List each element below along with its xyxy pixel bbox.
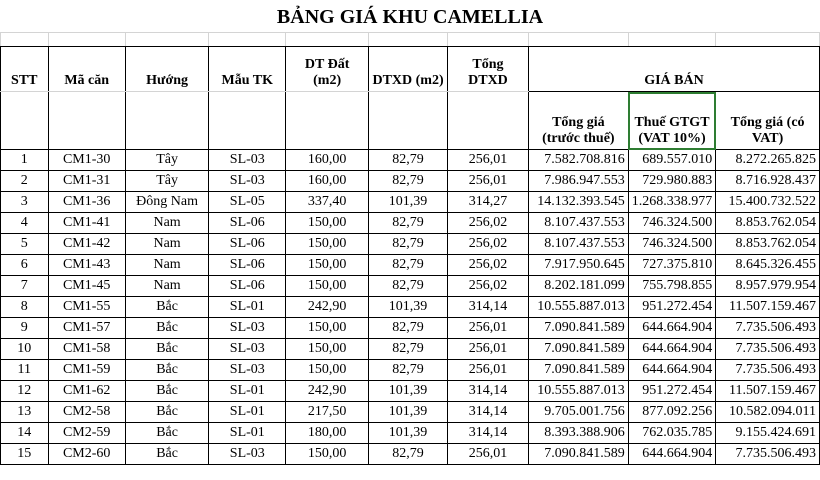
header-mau-tk[interactable]: Mẫu TK <box>209 47 286 92</box>
header-gia-ban[interactable]: GIÁ BÁN <box>528 47 819 92</box>
cell-stt[interactable]: 4 <box>1 213 49 234</box>
cell-tong-gia-co-vat[interactable]: 7.735.506.493 <box>716 318 820 339</box>
cell-stt[interactable]: 9 <box>1 318 49 339</box>
cell-dtxd[interactable]: 101,39 <box>369 402 448 423</box>
cell-dtxd[interactable]: 101,39 <box>369 381 448 402</box>
cell-dt-dat[interactable]: 150,00 <box>286 318 369 339</box>
cell-huong[interactable]: Bắc <box>125 339 209 360</box>
cell-dtxd[interactable]: 82,79 <box>369 276 448 297</box>
cell-tong-gia-co-vat[interactable]: 15.400.732.522 <box>716 192 820 213</box>
cell-tong-gia-co-vat[interactable]: 8.957.979.954 <box>716 276 820 297</box>
cell-dtxd[interactable]: 101,39 <box>369 297 448 318</box>
cell-tong-gia-truoc-thue[interactable]: 7.917.950.645 <box>528 255 628 276</box>
cell-ma-can[interactable]: CM1-43 <box>48 255 125 276</box>
cell-tong-gia-co-vat[interactable]: 8.645.326.455 <box>716 255 820 276</box>
cell-dt-dat[interactable]: 150,00 <box>286 234 369 255</box>
cell-tong-gia-truoc-thue[interactable]: 8.202.181.099 <box>528 276 628 297</box>
cell-ma-can[interactable]: CM1-41 <box>48 213 125 234</box>
cell-mau-tk[interactable]: SL-03 <box>209 444 286 465</box>
cell-stt[interactable]: 3 <box>1 192 49 213</box>
cell-dt-dat[interactable]: 150,00 <box>286 339 369 360</box>
table-row <box>1 213 820 234</box>
cell-stt[interactable]: 14 <box>1 423 49 444</box>
cell-tong-dtxd[interactable]: 256,02 <box>448 276 529 297</box>
cell-tong-dtxd[interactable]: 314,14 <box>448 402 529 423</box>
cell-ma-can[interactable]: CM1-59 <box>48 360 125 381</box>
cell-mau-tk[interactable]: SL-03 <box>209 171 286 192</box>
cell-huong[interactable]: Bắc <box>125 444 209 465</box>
cell-stt[interactable]: 6 <box>1 255 49 276</box>
cell-dt-dat[interactable]: 217,50 <box>286 402 369 423</box>
cell-tong-gia-truoc-thue[interactable]: 8.107.437.553 <box>528 234 628 255</box>
cell-stt[interactable]: 11 <box>1 360 49 381</box>
header-dtxd[interactable]: DTXD (m2) <box>369 47 448 92</box>
cell-stt[interactable]: 13 <box>1 402 49 423</box>
cell-dtxd[interactable]: 82,79 <box>369 255 448 276</box>
cell-huong[interactable]: Tây <box>125 150 209 171</box>
cell-tong-gia-truoc-thue[interactable]: 7.090.841.589 <box>528 339 628 360</box>
header-tong-gia-co-vat[interactable]: Tổng giá (có VAT) <box>716 92 820 150</box>
cell-tong-gia-truoc-thue[interactable]: 14.132.393.545 <box>528 192 628 213</box>
cell-huong[interactable]: Bắc <box>125 318 209 339</box>
header-row-1 <box>1 47 820 92</box>
cell-tong-dtxd[interactable]: 256,02 <box>448 213 529 234</box>
table-row <box>1 360 820 381</box>
cell-dtxd[interactable]: 82,79 <box>369 234 448 255</box>
cell-ma-can[interactable]: CM1-45 <box>48 276 125 297</box>
cell-ma-can[interactable]: CM2-60 <box>48 444 125 465</box>
cell-thue-gtgt[interactable]: 644.664.904 <box>628 318 716 339</box>
cell-dt-dat[interactable]: 150,00 <box>286 444 369 465</box>
header-stt[interactable]: STT <box>1 47 49 92</box>
cell-tong-gia-co-vat[interactable]: 8.272.265.825 <box>716 150 820 171</box>
cell-dt-dat[interactable]: 242,90 <box>286 381 369 402</box>
cell-huong[interactable]: Nam <box>125 213 209 234</box>
cell-tong-gia-truoc-thue[interactable]: 9.705.001.756 <box>528 402 628 423</box>
cell-thue-gtgt[interactable]: 951.272.454 <box>628 381 716 402</box>
cell-dtxd[interactable]: 82,79 <box>369 444 448 465</box>
cell-tong-gia-truoc-thue[interactable]: 7.090.841.589 <box>528 318 628 339</box>
cell-dtxd[interactable]: 101,39 <box>369 192 448 213</box>
cell-ma-can[interactable]: CM1-58 <box>48 339 125 360</box>
cell-dtxd[interactable]: 82,79 <box>369 360 448 381</box>
cell-mau-tk[interactable]: SL-03 <box>209 360 286 381</box>
cell-stt[interactable]: 2 <box>1 171 49 192</box>
cell-tong-gia-co-vat[interactable]: 7.735.506.493 <box>716 339 820 360</box>
cell-tong-dtxd[interactable]: 256,01 <box>448 318 529 339</box>
cell-dtxd[interactable]: 82,79 <box>369 213 448 234</box>
cell-dt-dat[interactable]: 160,00 <box>286 150 369 171</box>
cell-dt-dat[interactable]: 160,00 <box>286 171 369 192</box>
cell-dt-dat[interactable]: 150,00 <box>286 213 369 234</box>
cell-dt-dat[interactable]: 180,00 <box>286 423 369 444</box>
table-body <box>1 150 820 465</box>
cell-thue-gtgt[interactable]: 644.664.904 <box>628 360 716 381</box>
cell-stt[interactable]: 1 <box>1 150 49 171</box>
cell-huong[interactable]: Tây <box>125 171 209 192</box>
cell-ma-can[interactable]: CM1-31 <box>48 171 125 192</box>
sheet-title: BẢNG GIÁ KHU CAMELLIA <box>276 6 544 28</box>
cell-stt[interactable]: 5 <box>1 234 49 255</box>
cell-thue-gtgt[interactable]: 727.375.810 <box>628 255 716 276</box>
cell-dtxd[interactable]: 101,39 <box>369 423 448 444</box>
cell-ma-can[interactable]: CM1-30 <box>48 150 125 171</box>
cell-dt-dat[interactable]: 150,00 <box>286 276 369 297</box>
cell-ma-can[interactable]: CM1-62 <box>48 381 125 402</box>
cell-stt[interactable]: 15 <box>1 444 49 465</box>
cell-ma-can[interactable]: CM2-58 <box>48 402 125 423</box>
header-huong[interactable]: Hướng <box>125 47 209 92</box>
cell-huong[interactable]: Nam <box>125 234 209 255</box>
cell-tong-dtxd[interactable]: 256,01 <box>448 339 529 360</box>
cell-tong-gia-co-vat[interactable]: 10.582.094.011 <box>716 402 820 423</box>
cell-dt-dat[interactable]: 150,00 <box>286 255 369 276</box>
cell-ma-can[interactable]: CM2-59 <box>48 423 125 444</box>
table-row <box>1 402 820 423</box>
cell-mau-tk[interactable]: SL-05 <box>209 192 286 213</box>
cell-mau-tk[interactable]: SL-06 <box>209 276 286 297</box>
table-row <box>1 150 820 171</box>
cell-thue-gtgt[interactable]: 689.557.010 <box>628 150 716 171</box>
cell-stt[interactable]: 7 <box>1 276 49 297</box>
cell-tong-dtxd[interactable]: 256,01 <box>448 171 529 192</box>
cell-tong-gia-truoc-thue[interactable]: 7.582.708.816 <box>528 150 628 171</box>
cell-mau-tk[interactable]: SL-06 <box>209 234 286 255</box>
cell-tong-dtxd[interactable]: 256,02 <box>448 234 529 255</box>
cell-tong-gia-co-vat[interactable]: 7.735.506.493 <box>716 360 820 381</box>
cell-tong-dtxd[interactable]: 256,01 <box>448 360 529 381</box>
cell-huong[interactable]: Bắc <box>125 402 209 423</box>
cell-dtxd[interactable]: 82,79 <box>369 150 448 171</box>
cell-ma-can[interactable]: CM1-55 <box>48 297 125 318</box>
header-dt-dat[interactable]: DT Đất (m2) <box>286 47 369 92</box>
table-row <box>1 423 820 444</box>
cell-tong-gia-co-vat[interactable]: 9.155.424.691 <box>716 423 820 444</box>
cell-tong-gia-truoc-thue[interactable]: 10.555.887.013 <box>528 381 628 402</box>
cell-tong-gia-truoc-thue[interactable]: 7.090.841.589 <box>528 360 628 381</box>
table-row <box>1 381 820 402</box>
header-tong-gia-truoc-thue[interactable]: Tổng giá (trước thuế) <box>528 92 628 150</box>
cell-huong[interactable]: Nam <box>125 276 209 297</box>
cell-huong[interactable]: Bắc <box>125 297 209 318</box>
header-tong-dtxd[interactable]: Tổng DTXD <box>448 47 529 92</box>
cell-huong[interactable]: Bắc <box>125 360 209 381</box>
spacer-row <box>1 33 820 47</box>
cell-dt-dat[interactable]: 150,00 <box>286 360 369 381</box>
cell-thue-gtgt[interactable]: 951.272.454 <box>628 297 716 318</box>
cell-thue-gtgt[interactable]: 644.664.904 <box>628 444 716 465</box>
cell-thue-gtgt[interactable]: 877.092.256 <box>628 402 716 423</box>
cell-dtxd[interactable]: 82,79 <box>369 318 448 339</box>
cell-thue-gtgt[interactable]: 644.664.904 <box>628 339 716 360</box>
cell-thue-gtgt[interactable]: 762.035.785 <box>628 423 716 444</box>
cell-thue-gtgt[interactable]: 755.798.855 <box>628 276 716 297</box>
cell-tong-dtxd[interactable]: 256,01 <box>448 444 529 465</box>
cell-thue-gtgt[interactable]: 729.980.883 <box>628 171 716 192</box>
cell-tong-gia-co-vat[interactable]: 8.853.762.054 <box>716 234 820 255</box>
cell-tong-dtxd[interactable]: 256,02 <box>448 255 529 276</box>
table-row <box>1 297 820 318</box>
cell-huong[interactable]: Bắc <box>125 423 209 444</box>
cell-stt[interactable]: 10 <box>1 339 49 360</box>
cell-mau-tk[interactable]: SL-06 <box>209 213 286 234</box>
cell-huong[interactable]: Nam <box>125 255 209 276</box>
cell-mau-tk[interactable]: SL-06 <box>209 255 286 276</box>
table-row <box>1 192 820 213</box>
cell-tong-dtxd[interactable]: 314,14 <box>448 423 529 444</box>
cell-mau-tk[interactable]: SL-03 <box>209 318 286 339</box>
table-row <box>1 318 820 339</box>
cell-dtxd[interactable]: 82,79 <box>369 339 448 360</box>
cell-tong-gia-co-vat[interactable]: 8.716.928.437 <box>716 171 820 192</box>
cell-tong-gia-truoc-thue[interactable]: 7.090.841.589 <box>528 444 628 465</box>
cell-tong-dtxd[interactable]: 314,27 <box>448 192 529 213</box>
cell-dtxd[interactable]: 82,79 <box>369 171 448 192</box>
cell-stt[interactable]: 8 <box>1 297 49 318</box>
cell-mau-tk[interactable]: SL-01 <box>209 423 286 444</box>
cell-tong-gia-co-vat[interactable]: 11.507.159.467 <box>716 297 820 318</box>
cell-tong-gia-co-vat[interactable]: 8.853.762.054 <box>716 213 820 234</box>
cell-tong-dtxd[interactable]: 314,14 <box>448 297 529 318</box>
table-row <box>1 255 820 276</box>
cell-huong[interactable]: Đông Nam <box>125 192 209 213</box>
table-row <box>1 234 820 255</box>
cell-dt-dat[interactable]: 337,40 <box>286 192 369 213</box>
cell-tong-gia-truoc-thue[interactable]: 8.107.437.553 <box>528 213 628 234</box>
cell-tong-gia-truoc-thue[interactable]: 7.986.947.553 <box>528 171 628 192</box>
cell-ma-can[interactable]: CM1-42 <box>48 234 125 255</box>
table-row <box>1 444 820 465</box>
cell-dt-dat[interactable]: 242,90 <box>286 297 369 318</box>
cell-thue-gtgt[interactable]: 746.324.500 <box>628 213 716 234</box>
table-row <box>1 171 820 192</box>
price-table <box>0 32 820 465</box>
cell-tong-gia-truoc-thue[interactable]: 8.393.388.906 <box>528 423 628 444</box>
header-thue-gtgt-selected[interactable]: Thuế GTGT (VAT 10%) <box>628 92 716 150</box>
cell-mau-tk[interactable]: SL-03 <box>209 150 286 171</box>
cell-tong-gia-co-vat[interactable]: 7.735.506.493 <box>716 444 820 465</box>
cell-tong-gia-co-vat[interactable]: 11.507.159.467 <box>716 381 820 402</box>
cell-mau-tk[interactable]: SL-01 <box>209 297 286 318</box>
cell-ma-can[interactable]: CM1-36 <box>48 192 125 213</box>
cell-tong-gia-truoc-thue[interactable]: 10.555.887.013 <box>528 297 628 318</box>
cell-ma-can[interactable]: CM1-57 <box>48 318 125 339</box>
cell-tong-dtxd[interactable]: 256,01 <box>448 150 529 171</box>
header-row-2 <box>1 92 820 150</box>
header-ma-can[interactable]: Mã căn <box>48 47 125 92</box>
cell-mau-tk[interactable]: SL-01 <box>209 402 286 423</box>
table-row <box>1 276 820 297</box>
cell-thue-gtgt[interactable]: 1.268.338.977 <box>628 192 716 213</box>
cell-thue-gtgt[interactable]: 746.324.500 <box>628 234 716 255</box>
cell-mau-tk[interactable]: SL-03 <box>209 339 286 360</box>
table-row <box>1 339 820 360</box>
cell-mau-tk[interactable]: SL-01 <box>209 381 286 402</box>
cell-huong[interactable]: Bắc <box>125 381 209 402</box>
cell-stt[interactable]: 12 <box>1 381 49 402</box>
cell-tong-dtxd[interactable]: 314,14 <box>448 381 529 402</box>
